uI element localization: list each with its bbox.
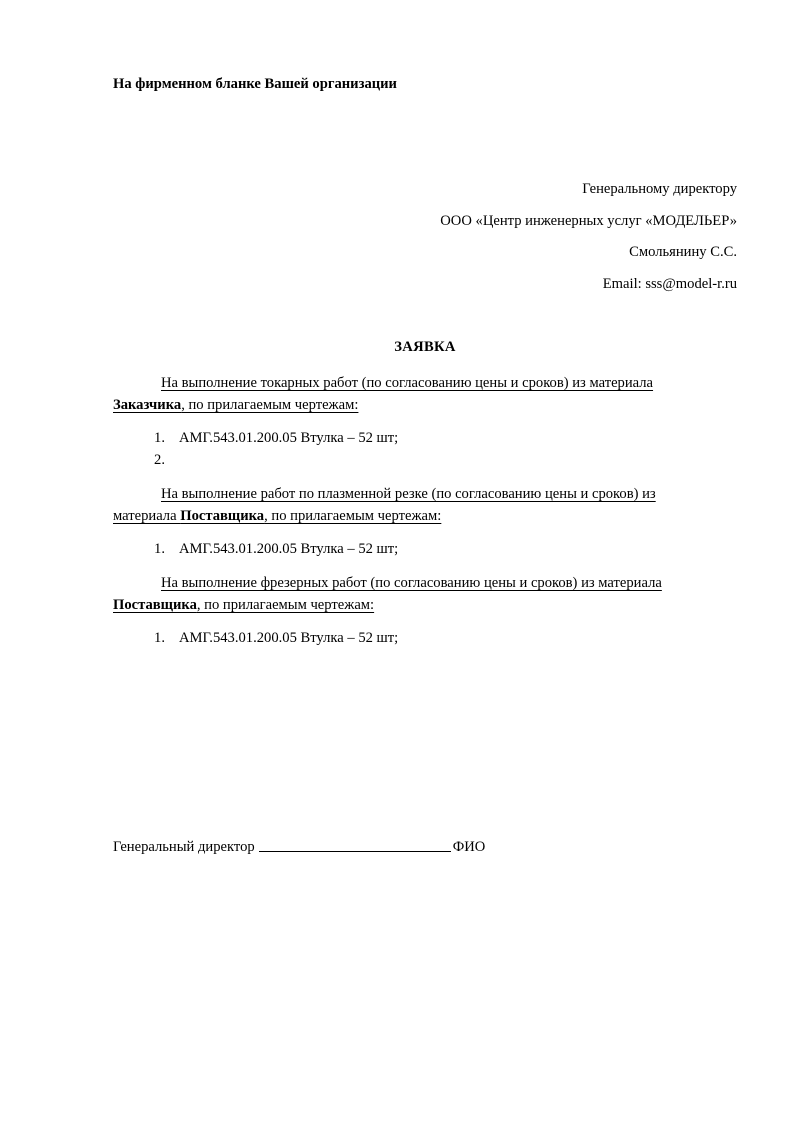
list-item-text: АМГ.543.01.200.05 Втулка – 52 шт; bbox=[179, 430, 399, 446]
signature-line bbox=[259, 837, 451, 852]
section-2-prefix: материала bbox=[113, 508, 181, 524]
list-item bbox=[113, 538, 398, 560]
signature-block bbox=[113, 836, 485, 856]
list-item bbox=[113, 449, 398, 471]
section-3-paragraph bbox=[113, 572, 713, 616]
list-item-text: АМГ.543.01.200.05 Втулка – 52 шт; bbox=[179, 630, 399, 646]
section-3-line1: На выполнение фрезерных работ (по согласованию цены и сроков) из материала bbox=[161, 575, 662, 591]
section-2-list bbox=[113, 538, 398, 560]
section-2-rest: , по прилагаемым чертежам: bbox=[264, 508, 442, 524]
signature-name: ФИО bbox=[452, 839, 486, 855]
list-item-text bbox=[165, 452, 179, 468]
list-item-number: 2. bbox=[154, 452, 165, 468]
section-3-rest: , по прилагаемым чертежам: bbox=[196, 597, 375, 613]
section-1-rest: , по прилагаемым чертежам: bbox=[181, 397, 359, 413]
section-3-list bbox=[113, 627, 398, 649]
list-item-number: 1. bbox=[154, 541, 165, 557]
section-1-line1: На выполнение токарных работ (по согласованию цены и сроков) из материала bbox=[161, 375, 654, 391]
section-2-paragraph bbox=[113, 483, 713, 527]
addressee-email: Email: sss@model-r.ru bbox=[602, 275, 737, 292]
list-item-number: 1. bbox=[154, 630, 165, 646]
letterhead-note: На фирменном бланке Вашей организации bbox=[113, 76, 397, 92]
section-2-bold: Поставщика bbox=[180, 508, 265, 524]
addressee-name: Смольянину С.С. bbox=[629, 244, 737, 260]
list-item-number: 1. bbox=[154, 430, 165, 446]
list-item bbox=[113, 427, 398, 449]
list-item-text: АМГ.543.01.200.05 Втулка – 52 шт; bbox=[179, 541, 399, 557]
section-1-bold: Заказчика bbox=[113, 397, 182, 413]
addressee-position: Генеральному директору bbox=[582, 181, 737, 197]
section-1-list bbox=[113, 427, 398, 471]
section-2-line1: На выполнение работ по плазменной резке (по согласованию цены и сроков) из bbox=[161, 486, 656, 502]
addressee-block bbox=[440, 180, 737, 306]
list-item bbox=[113, 627, 398, 649]
section-3-bold: Поставщика bbox=[113, 597, 197, 613]
section-1-paragraph bbox=[113, 372, 713, 416]
addressee-company: ООО «Центр инженерных услуг «МОДЕЛЬЕР» bbox=[440, 212, 737, 229]
signature-role: Генеральный директор bbox=[113, 839, 255, 855]
document-title: ЗАЯВКА bbox=[394, 339, 456, 355]
